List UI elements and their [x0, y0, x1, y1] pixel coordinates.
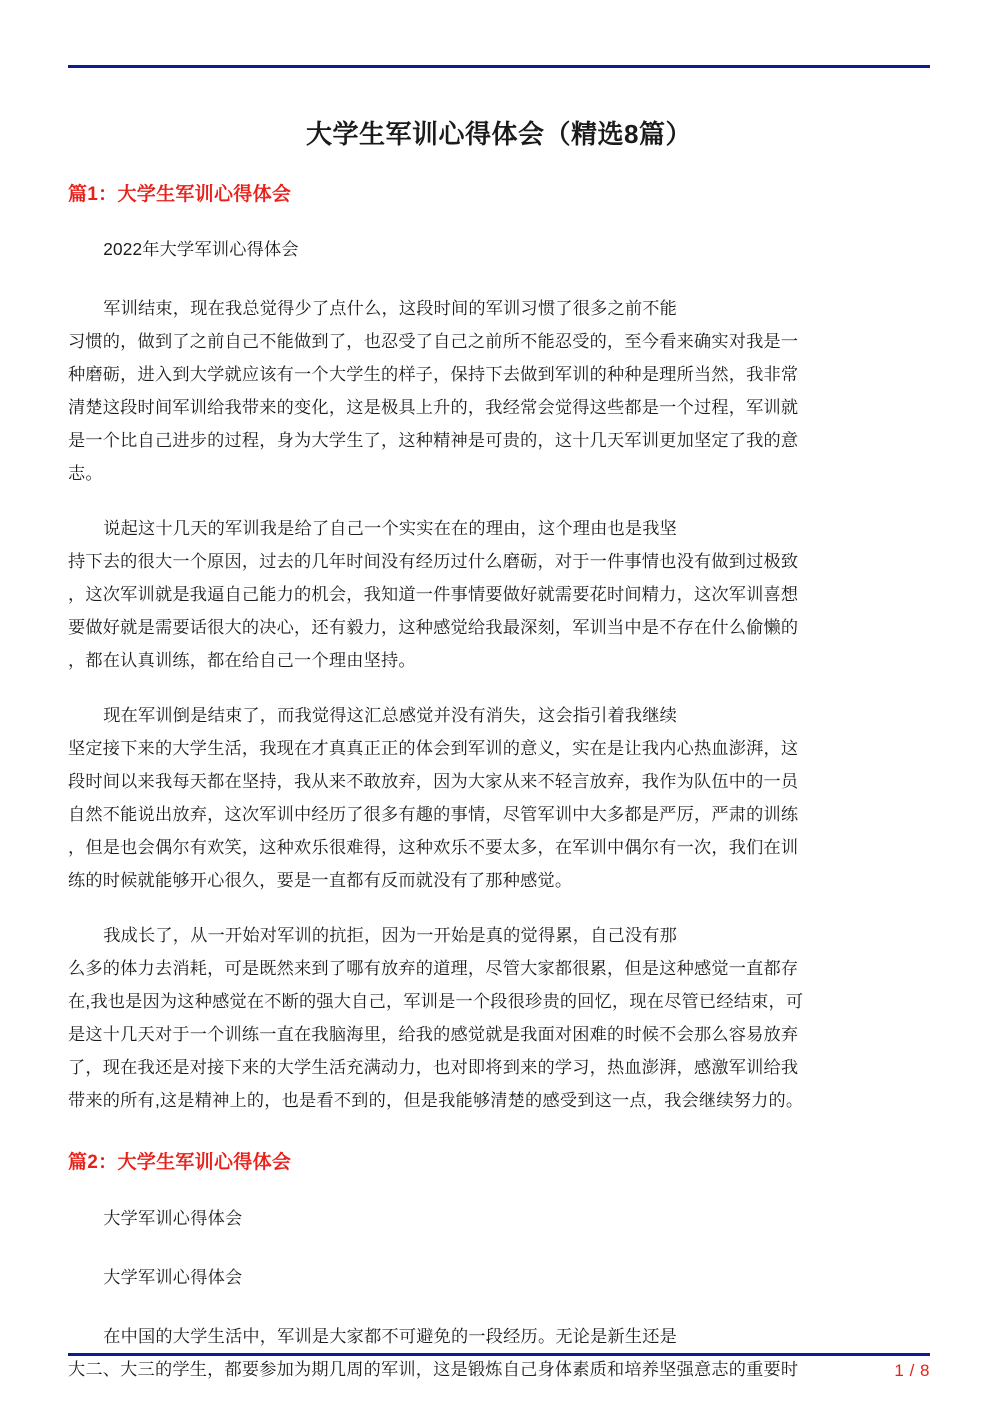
- section-heading-2: 篇2：大学生军训心得体会: [68, 1152, 292, 1174]
- section-2-subtitle-b: [68, 1261, 930, 1294]
- paragraph-line: 志。: [68, 463, 103, 484]
- paragraph-line: [68, 292, 930, 325]
- paragraph-line: [68, 1320, 930, 1353]
- paragraph-line: 在,我也是因为这种感觉在不断的强大自己，军训是一个段很珍贵的回忆，现在尽管已经结束，可: [68, 991, 804, 1012]
- paragraph: [68, 292, 930, 490]
- paragraph-line-text: 军训结束，现在我总觉得少了点什么，这段时间的军训习惯了很多之前不能: [103, 298, 678, 319]
- paragraph-line: 段时间以来我每天都在坚持，我从来不敢放弃，因为大家从来不轻言放弃，我作为队伍中的一员: [68, 771, 799, 792]
- footer-divider: [68, 1353, 930, 1356]
- paragraph-line: [68, 512, 930, 545]
- paragraph-line: 练的时候就能够开心很久，要是一直都有反而就没有了那种感觉。: [68, 870, 573, 891]
- paragraph-line: 是一个比自己进步的过程，身为大学生了，这种精神是可贵的，这十几天军训更加坚定了我的意: [68, 430, 799, 451]
- paragraph-line-text: 说起这十几天的军训我是给了自己一个实实在在的理由，这个理由也是我坚: [103, 518, 678, 539]
- paragraph-line: 要做好就是需要话很大的决心，还有毅力，这种感觉给我最深刻，军训当中是不存在什么偷懒的: [68, 617, 799, 638]
- paragraph-line: 种磨砺，进入到大学就应该有一个大学生的样子，保持下去做到军训的种种是理所当然，我非常: [68, 364, 799, 385]
- paragraph-line: 坚定接下来的大学生活，我现在才真真正正的体会到军训的意义，实在是让我内心热血澎湃，这: [68, 738, 799, 759]
- paragraph-line-text: 现在军训倒是结束了，而我觉得这汇总感觉并没有消失，这会指引着我继续: [103, 705, 678, 726]
- paragraph-line-text: 在中国的大学生活中，军训是大家都不可避免的一段经历。无论是新生还是: [103, 1325, 678, 1346]
- paragraph-line-text: 我成长了，从一开始对军训的抗拒，因为一开始是真的觉得累，自己没有那: [103, 925, 678, 946]
- paragraph-line: ，这次军训就是我逼自己能力的机会，我知道一件事情要做好就需要花时间精力，这次军训喜想: [68, 584, 799, 605]
- paragraph-line: 么多的体力去消耗，可是既然来到了哪有放弃的道理，尽管大家都很累，但是这种感觉一直都存: [68, 958, 799, 979]
- paragraph-line: 习惯的，做到了之前自己不能做到了，也忍受了自己之前所不能忍受的，至今看来确实对我是一: [68, 331, 799, 352]
- paragraph-line: 了，现在我还是对接下来的大学生活充满动力，也对即将到来的学习，热血澎湃，感激军训给我: [68, 1057, 799, 1078]
- paragraph-line: 持下去的很大一个原因，过去的几年时间没有经历过什么磨砺，对于一件事情也没有做到过极致: [68, 551, 799, 572]
- page-number: 1 / 8: [894, 1361, 930, 1380]
- paragraph-line: [68, 919, 930, 952]
- section-heading-1: 篇1：大学生军训心得体会: [68, 183, 292, 205]
- section-2-subtitle-a: [68, 1202, 930, 1235]
- paragraph-line: 带来的所有,这是精神上的，也是看不到的，但是我能够清楚的感受到这一点，我会继续努力的。: [68, 1090, 804, 1111]
- paragraph: [68, 919, 930, 1117]
- paragraph-line: 清楚这段时间军训给我带来的变化，这是极具上升的，我经常会觉得这些都是一个过程，军训就: [68, 397, 799, 418]
- paragraph-line: ，但是也会偶尔有欢笑，这种欢乐很难得，这种欢乐不要太多，在军训中偶尔有一次，我们在训: [68, 837, 799, 858]
- paragraph: [68, 699, 930, 897]
- page-title: 大学生军训心得体会（精选8篇）: [306, 119, 692, 149]
- paragraph-line: [68, 699, 930, 732]
- section-2-subtitle-b-text: 大学军训心得体会: [103, 1266, 243, 1287]
- section-1-subtitle-text: 2022年大学军训心得体会: [103, 239, 299, 260]
- paragraph-line: 是这十几天对于一个训练一直在我脑海里，给我的感觉就是我面对困难的时候不会那么容易放弃: [68, 1024, 799, 1045]
- section-2-subtitle-a-text: 大学军训心得体会: [103, 1207, 243, 1228]
- page-content: [68, 118, 930, 1403]
- paragraph-line: 自然不能说出放弃，这次军训中经历了很多有趣的事情，尽管军训中大多都是严厉，严肃的训练: [68, 804, 799, 825]
- paragraph-line: 大二、大三的学生，都要参加为期几周的军训，这是锻炼自己身体素质和培养坚强意志的重要时: [68, 1358, 799, 1379]
- header-divider: [68, 65, 930, 68]
- paragraph-line: ，都在认真训练，都在给自己一个理由坚持。: [68, 650, 416, 671]
- paragraph: [68, 512, 930, 677]
- section-1-subtitle: [68, 233, 930, 266]
